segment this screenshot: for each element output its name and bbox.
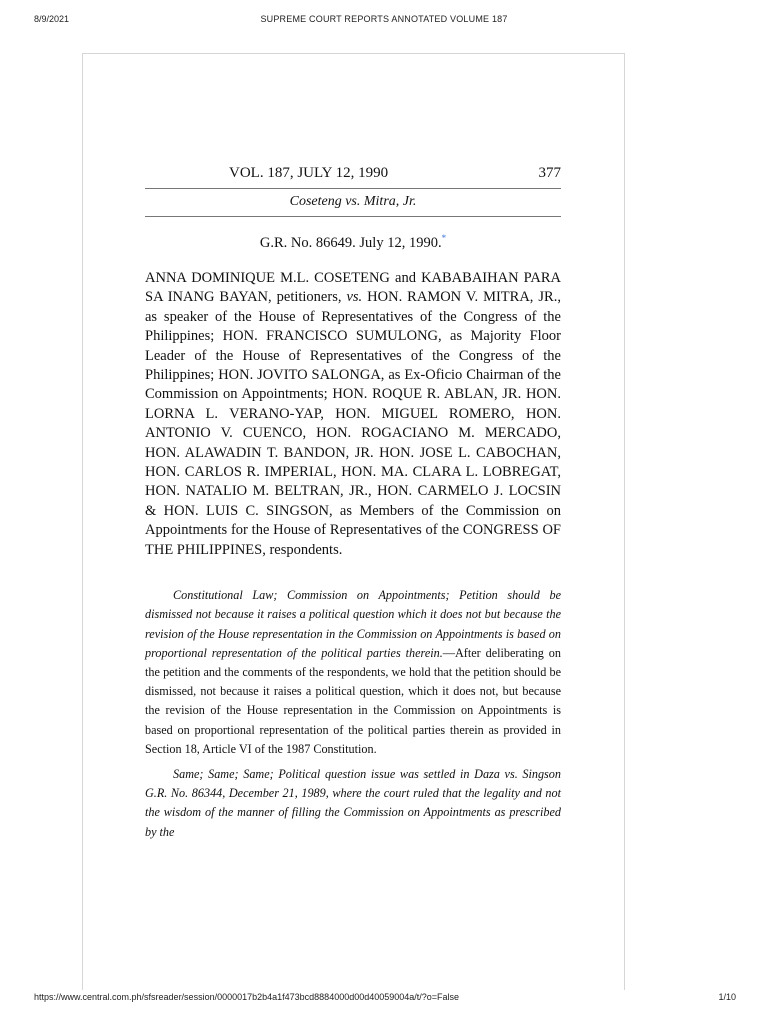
footnote-link[interactable]: * bbox=[441, 233, 447, 243]
syllabus-headnote-1: Constitutional Law; Commission on Appointments; Petition should be dismissed not because it raises a political question which it does not but because the revision of the House representation in the Commission on Appointments is based on proportional representation of the political parties therein. bbox=[145, 588, 561, 660]
syllabus-headnote-2: Same; Same; Same; Political question issue was settled in Daza vs. Singson G.R. No. 86344, December 21, 1989, where the court ruled that the legality and not the wisdom of the manner of filling the Commission on Appointments as prescribed by the bbox=[145, 766, 561, 839]
browser-print-header bbox=[0, 14, 768, 30]
print-page-count: 1/10 bbox=[718, 992, 736, 1002]
syllabus bbox=[145, 586, 561, 842]
browser-print-footer bbox=[0, 992, 768, 1008]
print-date: 8/9/2021 bbox=[34, 14, 70, 24]
gr-number-text: G.R. No. 86649. July 12, 1990. bbox=[259, 234, 442, 251]
header-rule-bottom bbox=[145, 216, 561, 217]
document-page bbox=[82, 53, 625, 990]
volume-date: VOL. 187, JULY 12, 1990 bbox=[229, 165, 389, 181]
case-title: Coseteng vs. Mitra, Jr. bbox=[289, 194, 417, 209]
gr-number bbox=[145, 233, 561, 255]
syllabus-paragraph-1 bbox=[145, 586, 561, 759]
print-url: https://www.central.com.ph/sfsreader/session/0000017b2b4a1f473bcd8884000d00d40059004a/t/?o=False bbox=[34, 992, 460, 1002]
respondents-label: , respondents. bbox=[262, 541, 343, 558]
running-head bbox=[145, 162, 561, 188]
page-content bbox=[145, 162, 561, 842]
petitioners-label: , petitioners, bbox=[268, 289, 347, 306]
parties-block bbox=[145, 269, 561, 560]
syllabus-text-1: —After deliberating on the petition and the comments of the respondents, we hold that the petition should be dismissed, not because it raises a political question, which it does not, but because the revision of the House representation in the Commission on Appointments is based on proportional representation of the political parties therein as provided in Section 18, Article VI of the 1987 Constitution. bbox=[145, 645, 561, 756]
respondents-names: HON. RAMON V. MITRA, JR., as speaker of the House of Representatives of the Congress of the Philippines; HON. FRANCISCO SUMULONG, as Majority Floor Leader of the House of Representatives of the Congress of the Philippines; HON. JOVITO SALONGA, as Ex-Oficio Chairman of the Commission on Appointments; HON. ROQUE R. ABLAN, JR. HON. LORNA L. VERANO-YAP, HON. MIGUEL ROMERO, HON. ANTONIO V. CUENCO, HON. ROGACIANO M. MERCADO, HON. ALAWADIN T. BANDON, JR. HON. JOSE L. CABOCHAN, HON. CARLOS R. IMPERIAL, HON. MA. CLARA L. LOBREGAT, HON. NATALIO M. BELTRAN, JR., HON. CARMELO J. LOCSIN & HON. LUIS C. SINGSON, as Members of the Commission on Appointments for the House of Representatives of the CONGRESS OF THE PHILIPPINES bbox=[145, 289, 561, 558]
syllabus-paragraph-2 bbox=[145, 765, 561, 842]
page-number: 377 bbox=[538, 165, 561, 181]
versus: vs. bbox=[346, 289, 363, 306]
petitioners-names: ANNA DOMINIQUE M.L. COSETENG and KABABAIHAN PARA SA INANG BAYAN bbox=[145, 270, 561, 306]
print-title: SUPREME COURT REPORTS ANNOTATED VOLUME 187 bbox=[260, 14, 508, 24]
